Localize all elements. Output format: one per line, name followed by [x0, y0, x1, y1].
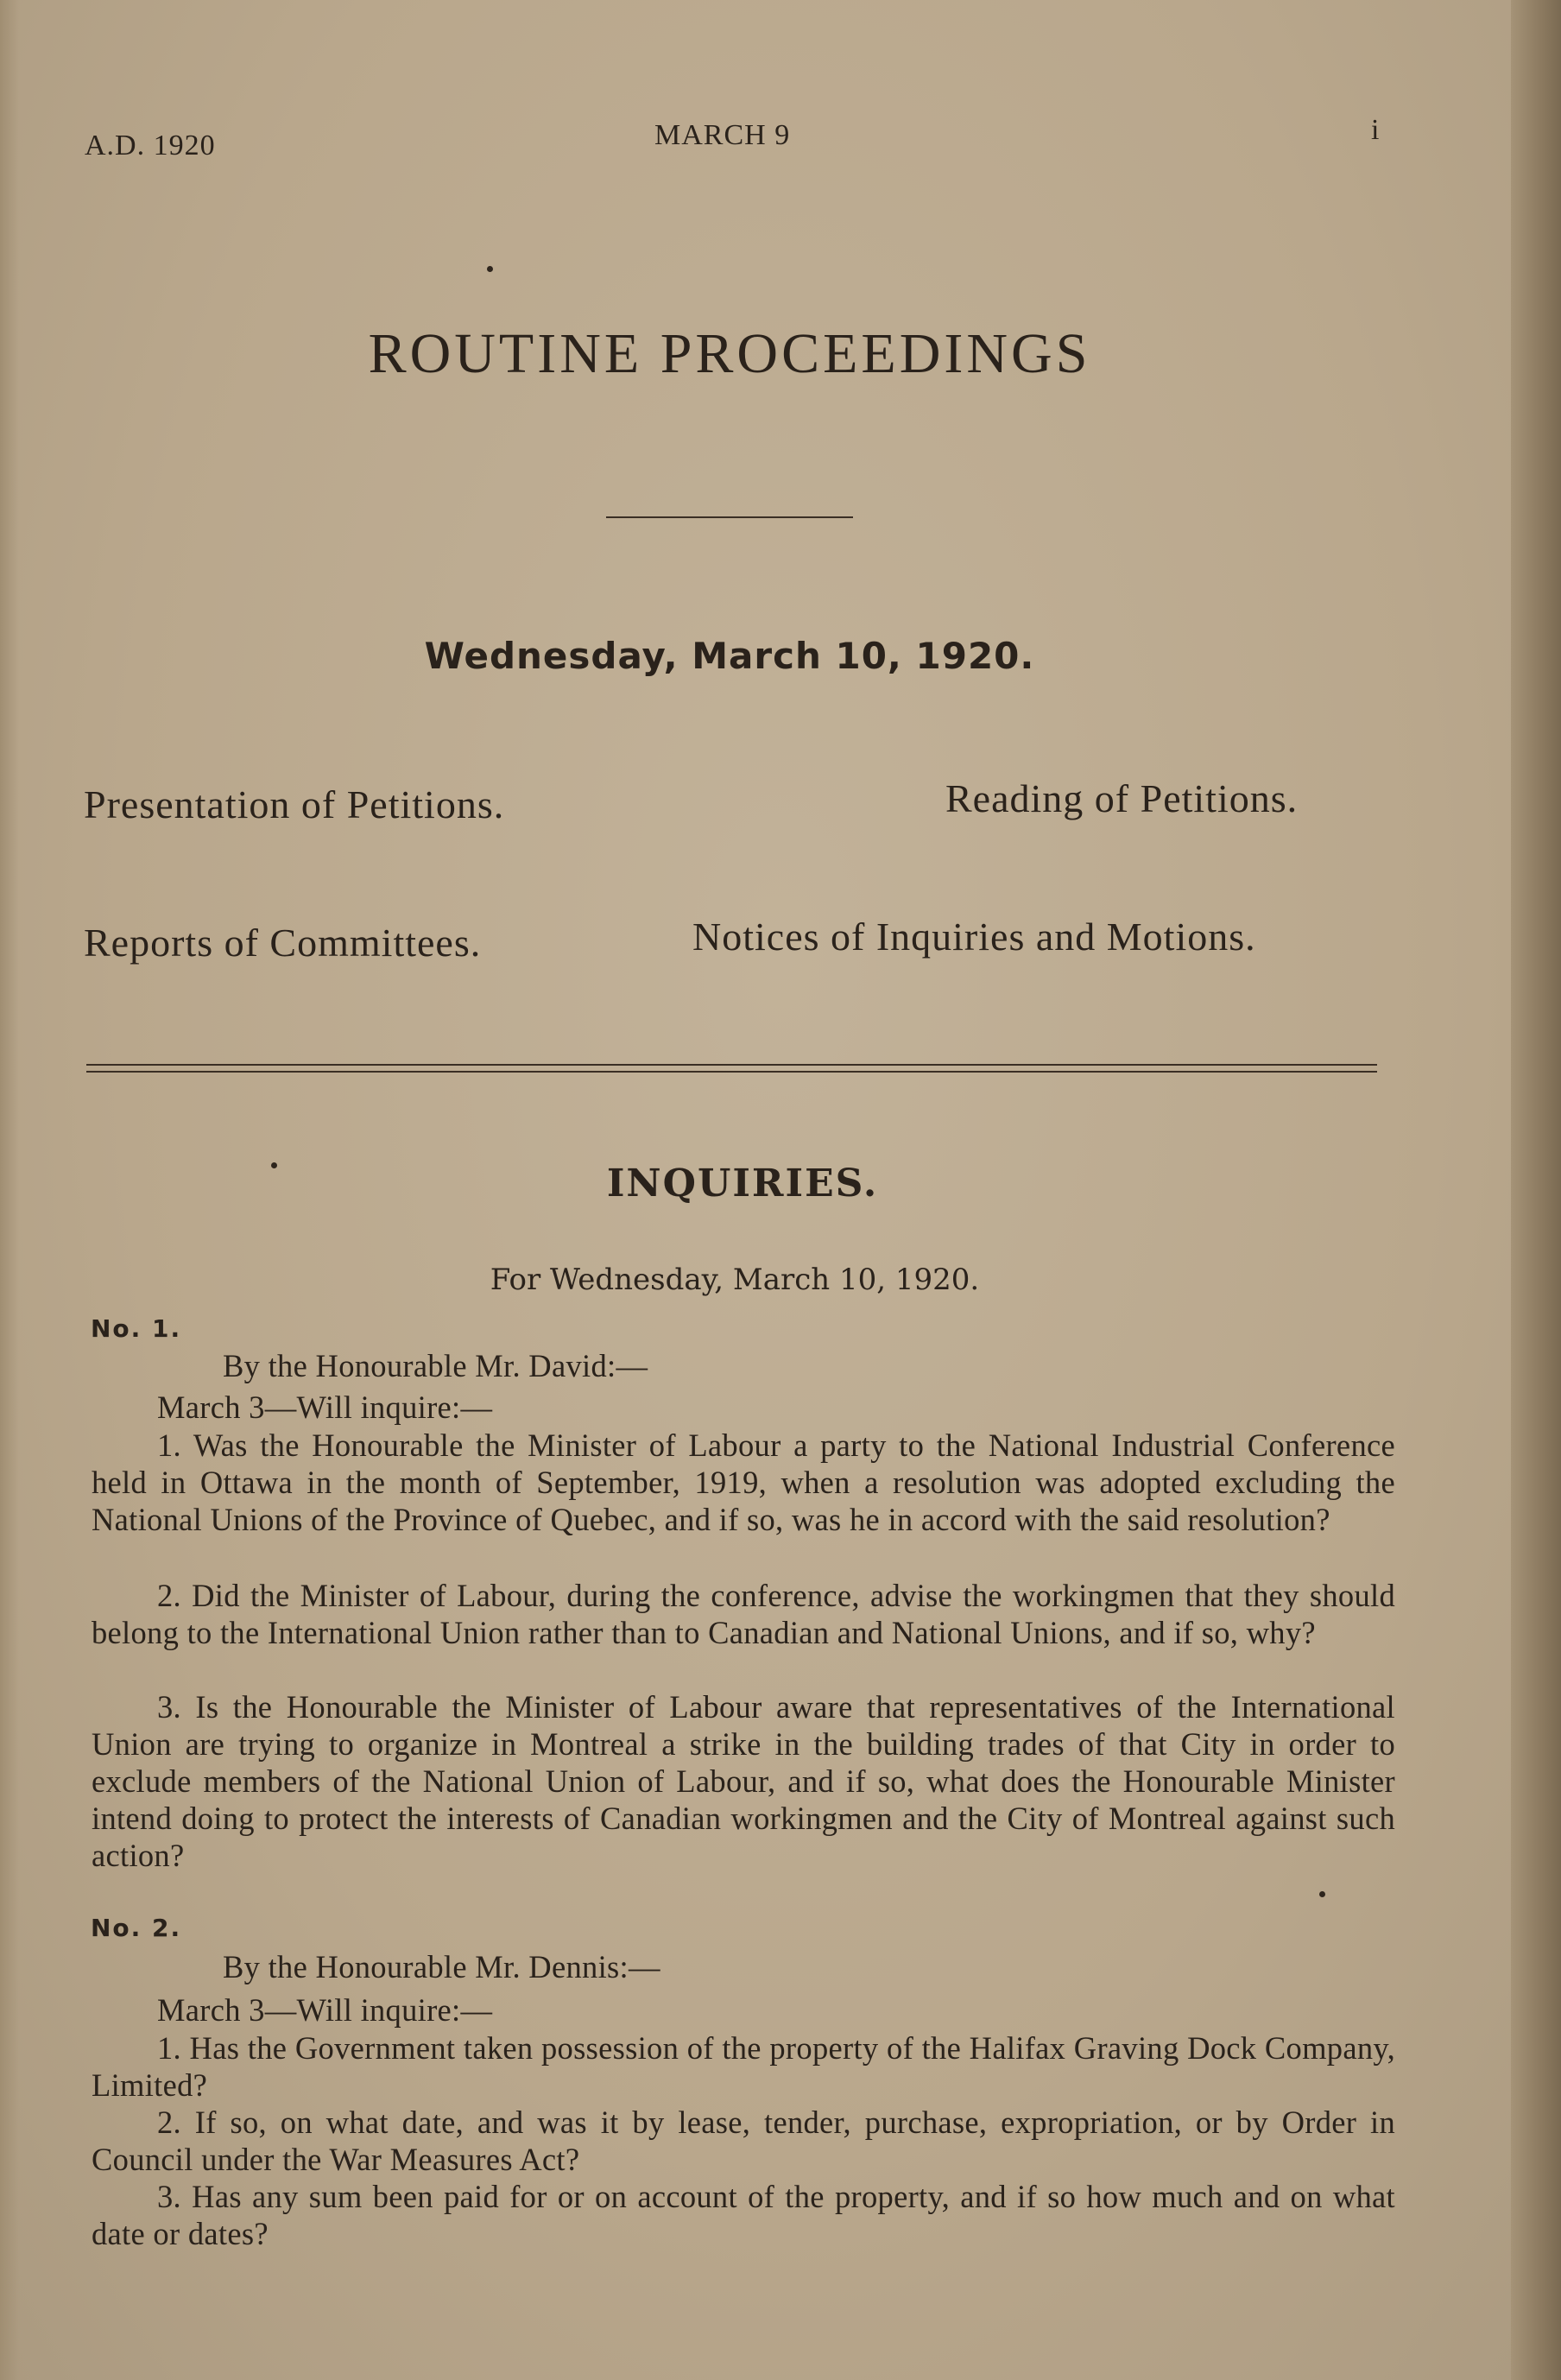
inquiry-by-line: By the Honourable Mr. David:— — [223, 1348, 648, 1383]
inquiry-question: 3. Has any sum been paid for or on account of the property, and if so how much and on what date or dates? — [92, 2179, 1395, 2251]
header-date: MARCH 9 — [654, 119, 791, 151]
routine-presentation: Presentation of Petitions. — [84, 782, 505, 826]
inquiry-question: 1. Has the Government taken possession of the property of the Halifax Graving Dock Company, Limited? — [92, 2030, 1395, 2103]
section-double-rule — [86, 1064, 1377, 1073]
routine-reports: Reports of Committees. — [84, 921, 482, 965]
inquiries-for-date: For Wednesday, March 10, 1920. — [490, 1263, 980, 1297]
inquiry-by-line: By the Honourable Mr. Dennis:— — [223, 1949, 660, 1984]
inquiries-heading: INQUIRIES. — [606, 1162, 879, 1206]
inquiry-number: No. 2. — [91, 1914, 182, 1942]
header-page-number: i — [1371, 114, 1381, 146]
ink-speck — [487, 266, 493, 272]
page-right-edge — [1511, 0, 1561, 2380]
inquiry-date-line: March 3—Will inquire:— — [157, 1389, 493, 1425]
header-year: A.D. 1920 — [85, 130, 216, 161]
routine-notices: Notices of Inquiries and Motions. — [692, 915, 1256, 959]
inquiry-question: 3. Is the Honourable the Minister of Labour aware that representatives of the International Union are trying to organize in Montreal a strike in the building trades of that City in order to exclude members of the National Union of Labour, and if so, what does the Honourable Minister intend doing to protect the interests of Canadian workingmen and the City of Montreal against such action? — [92, 1689, 1395, 1873]
inquiry-number: No. 1. — [91, 1314, 182, 1343]
inquiry-date-line: March 3—Will inquire:— — [157, 1992, 493, 2028]
title-rule — [606, 516, 853, 518]
date-heading: Wednesday, March 10, 1920. — [424, 635, 1035, 677]
inquiry-question: 1. Was the Honourable the Minister of Labour a party to the National Industrial Conference held in Ottawa in the month of September, 1919, when a resolution was adopted excluding the National Unions of the Province of Quebec, and if so, was he in accord with the said resolution? — [92, 1427, 1395, 1537]
page-title: ROUTINE PROCEEDINGS — [368, 322, 1091, 385]
ink-speck — [1319, 1891, 1325, 1897]
inquiry-question: 2. Did the Minister of Labour, during the conference, advise the workingmen that they should belong to the International Union rather than to Canadian and National Unions, and if so, why? — [92, 1578, 1395, 1650]
inquiry-question: 2. If so, on what date, and was it by lease, tender, purchase, expropriation, or by Order in Council under the War Measures Act? — [92, 2105, 1395, 2177]
routine-reading: Reading of Petitions. — [945, 776, 1299, 820]
